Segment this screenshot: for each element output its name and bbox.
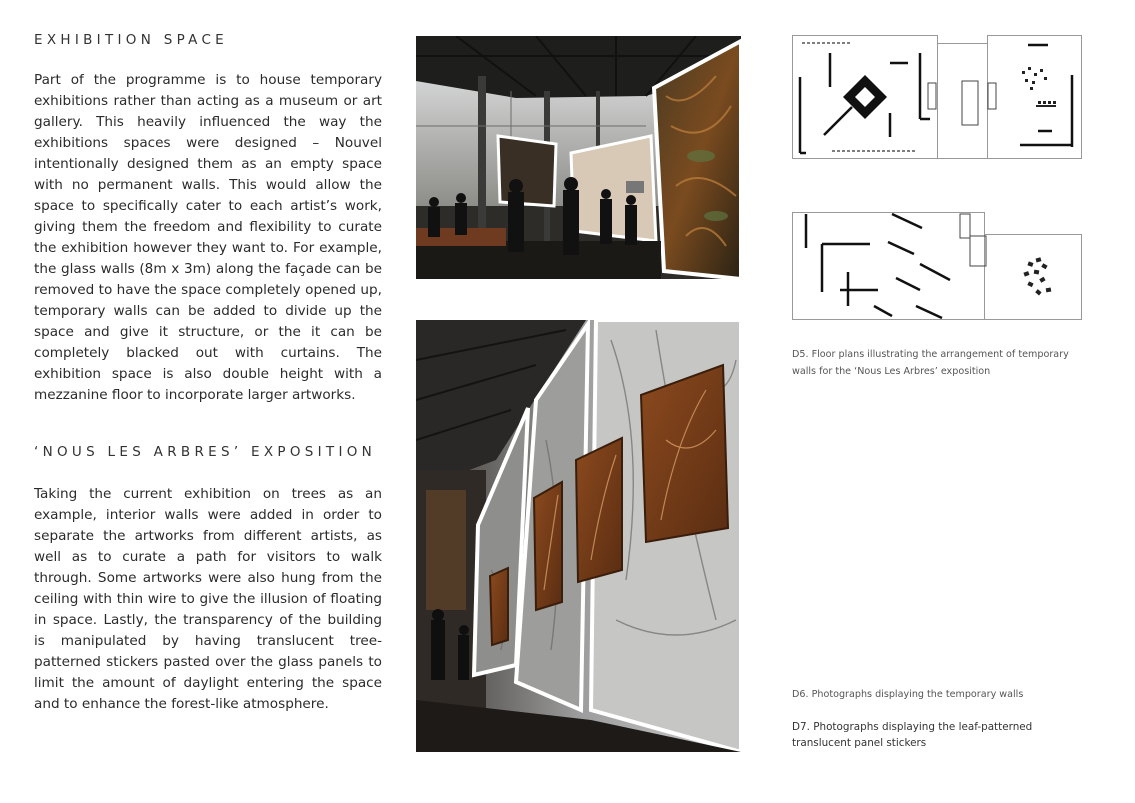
floor-plan-lower xyxy=(792,212,1082,320)
exposition-paragraph: Taking the current exhibition on trees as an example, interior walls were added in order to separate the artworks from different artists, as well as to curate a path for visitors to walk through. Some artworks were also hung from the ceiling with thin wire to give the illusion of floating in space. Lastly, the transparency of the building is manipulated by having translucent tree-patterned stickers pasted over the glass panels to limit the amount of daylight entering the space and to enhance the forest-like atmosphere. xyxy=(34,486,382,712)
photo-leaf-patterned-panels xyxy=(416,320,741,752)
exhibition-space-paragraph: Part of the programme is to house temporary exhibitions rather than acting as a museum or art gallery. This heavily influenced the way the exhibitions spaces were designed – Nouvel intentionally designed them as an empty space with no permanent walls. This would allow the space to specifically cater to each artist’s work, giving them the freedom and flexibility to curate the exhibition however they want to. For example, the glass walls (8m x 3m) along the façade can be removed to have the space completely opened up, temporary walls can be added to divide up the space and give it structure, or the it can be completely blacked out with curtains. The exhibition space is also double height with a mezzanine floor to incorporate larger artworks. xyxy=(34,72,382,403)
floor-plan-upper xyxy=(792,35,1082,160)
caption-d6: D6. Photographs displaying the temporary walls xyxy=(792,689,1024,700)
photo-temporary-walls xyxy=(416,36,741,279)
caption-d5: D5. Floor plans illustrating the arrangement of temporary walls for the ‘Nous Les Arbres’ exposition xyxy=(792,349,1069,377)
section-heading-exposition: ‘NOUS LES ARBRES’ EXPOSITION xyxy=(34,444,377,460)
caption-d7: D7. Photographs displaying the leaf-patterned translucent panel stickers xyxy=(792,721,1033,749)
section-heading-exhibition-space: EXHIBITION SPACE xyxy=(34,32,228,48)
